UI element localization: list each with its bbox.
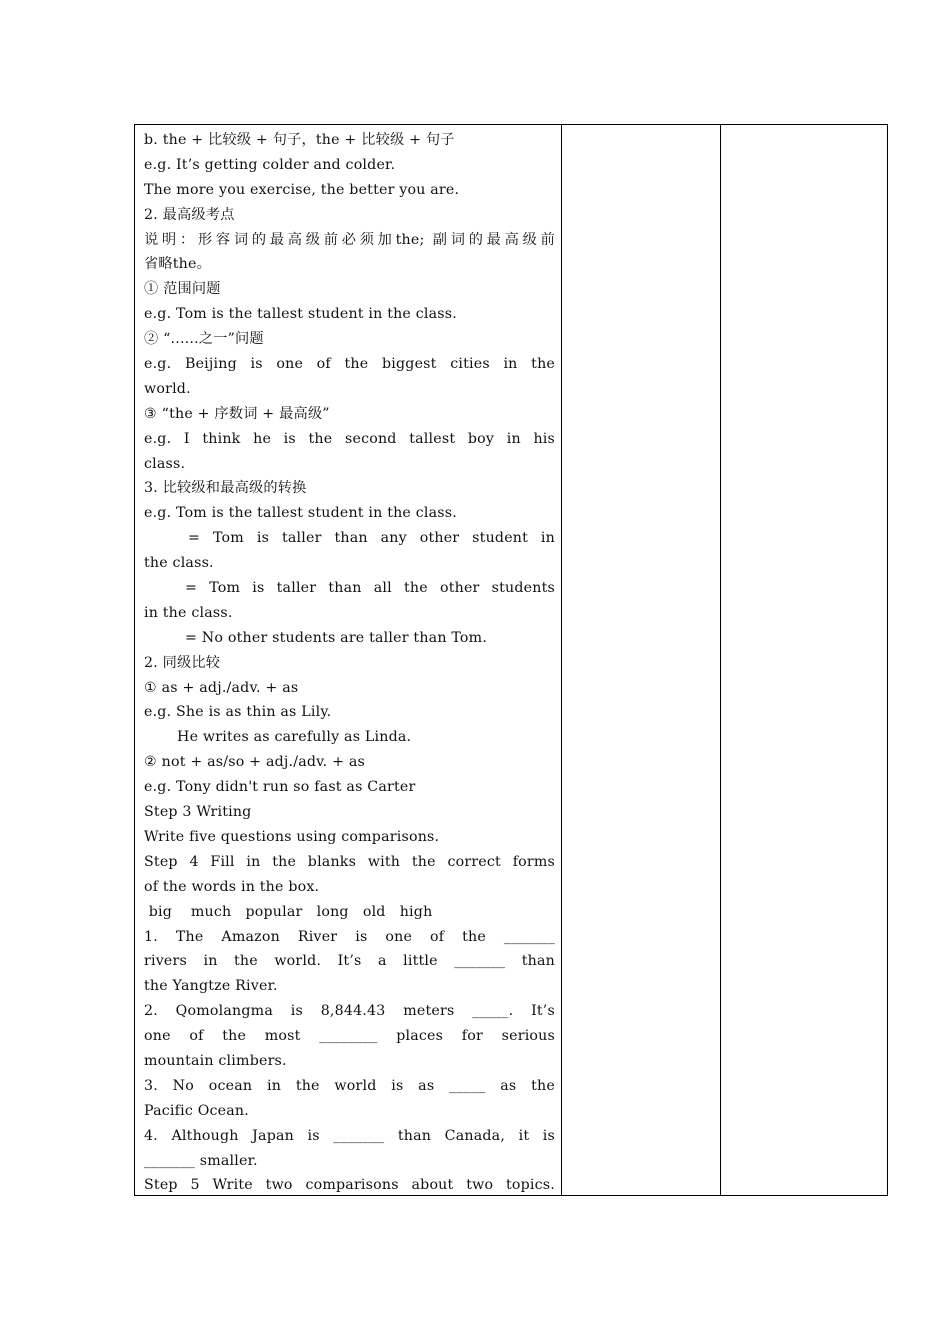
text-line: e.g. Beijing is one of the biggest cities in the xyxy=(144,356,555,373)
text-line: e.g. Tony didn't run so fast as Carter xyxy=(144,779,416,796)
text-line: 说明：形容词的最高级前必须加the; 副词的最高级前 xyxy=(144,231,555,248)
text-line: e.g. Tom is the tallest student in the class. xyxy=(144,505,457,522)
lesson-table xyxy=(134,124,888,1196)
text-line: world. xyxy=(144,380,191,397)
text-line: _______ smaller. xyxy=(144,1152,258,1169)
text-line: 2. Qomolangma is 8,844.43 meters _____. It’s xyxy=(144,1003,555,1020)
text-line: The more you exercise, the better you are. xyxy=(144,181,460,198)
text-line: b. the + 比较级 + 句子，the + 比较级 + 句子 xyxy=(144,132,455,148)
text-line: He writes as carefully as Linda. xyxy=(177,729,412,746)
text-line: = Tom is taller than any other student in xyxy=(188,530,555,547)
text-line: class. xyxy=(144,455,186,472)
text-line: of the words in the box. xyxy=(144,878,320,895)
text-line: Step 4 Fill in the blanks with the correct forms xyxy=(144,853,555,870)
text-line: Step 5 Write two comparisons about two topics. xyxy=(144,1177,555,1194)
text-line: 1. The Amazon River is one of the _______ xyxy=(144,928,555,945)
text-line: the Yangtze River. xyxy=(144,978,278,995)
content-column xyxy=(135,125,562,1195)
text-line: Step 3 Writing xyxy=(144,804,252,821)
text-line: e.g. She is as thin as Lily. xyxy=(144,704,332,721)
text-line: 2. 最高级考点 xyxy=(144,206,235,223)
text-line: e.g. I think he is the second tallest boy in his xyxy=(144,430,555,447)
text-line: 4. Although Japan is _______ than Canada, it is xyxy=(144,1127,555,1144)
text-line: in the class. xyxy=(144,604,233,621)
text-line: rivers in the world. It’s a little _______ than xyxy=(144,953,555,970)
text-line: = No other students are taller than Tom. xyxy=(185,629,488,646)
text-line: 2. 同级比较 xyxy=(144,654,221,671)
text-line: ③ “the + 序数词 + 最高级” xyxy=(144,405,330,422)
notes-column xyxy=(721,125,887,1195)
text-line: ① 范围问题 xyxy=(144,281,221,298)
text-line: one of the most ________ places for serious xyxy=(144,1028,555,1045)
text-line: = Tom is taller than all the other students xyxy=(185,580,555,597)
text-line: the class. xyxy=(144,555,214,572)
text-line: big much popular long old high xyxy=(144,903,433,920)
text-line: ② not + as/so + adj./adv. + as xyxy=(144,754,366,771)
text-line: 省略the。 xyxy=(144,256,211,273)
text-line: Write five questions using comparisons. xyxy=(144,828,440,845)
text-line: e.g. It’s getting colder and colder. xyxy=(144,156,396,173)
text-line: ① as + adj./adv. + as xyxy=(144,679,299,696)
empty-column xyxy=(562,125,721,1195)
text-line: Pacific Ocean. xyxy=(144,1102,249,1119)
text-line: ② “......之一”问题 xyxy=(144,331,264,348)
text-line: 3. 比较级和最高级的转换 xyxy=(144,480,307,497)
text-line: mountain climbers. xyxy=(144,1052,287,1069)
text-line: 3. No ocean in the world is as _____ as the xyxy=(144,1077,555,1094)
text-line: e.g. Tom is the tallest student in the class. xyxy=(144,306,457,323)
